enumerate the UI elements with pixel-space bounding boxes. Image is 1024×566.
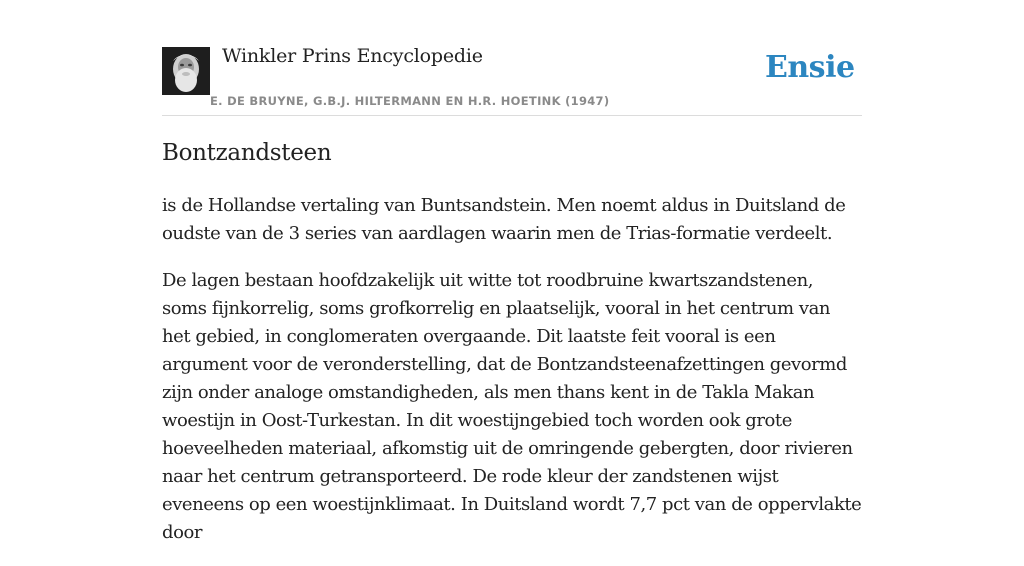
article-title: Bontzandsteen xyxy=(162,140,332,166)
author-avatar xyxy=(162,47,210,95)
paragraph: De lagen bestaan hoofdzakelijk uit witte tot roodbruine kwartszandstenen, soms fijnkorrelig, soms grofkorrelig en plaatselijk, vooral in het centrum van het gebied, in conglomeraten overgaande. Dit laatste feit vooral is een argument voor de veronderstelling, dat de Bontzandsteenafzettingen gevormd zijn onder analoge omstandigheden, als men thans kent in de Takla Makan woestijn in Oost-Turkestan. In dit woestijngebied toch worden ook grote hoeveelheden materiaal, afkomstig uit de omringende gebergten, door rivieren naar het centrum getransporteerd. De rode kleur der zandstenen wijst eveneens op een woestijnklimaat. In Duitsland wordt 7,7 pct van de oppervlakte door xyxy=(162,270,862,543)
header-divider xyxy=(162,115,862,116)
authors-line: E. DE BRUYNE, G.B.J. HILTERMANN EN H.R. HOETINK (1947) xyxy=(210,94,610,108)
paragraph: is de Hollandse vertaling van Buntsandstein. Men noemt aldus in Duitsland de oudste van de 3 series van aardlagen waarin men de Trias-formatie verdeelt. xyxy=(162,195,846,244)
brand-logo[interactable]: Ensie xyxy=(765,50,855,85)
author-portrait-icon xyxy=(162,47,210,95)
article-body xyxy=(162,192,862,566)
publication-title[interactable]: Winkler Prins Encyclopedie xyxy=(222,45,483,67)
